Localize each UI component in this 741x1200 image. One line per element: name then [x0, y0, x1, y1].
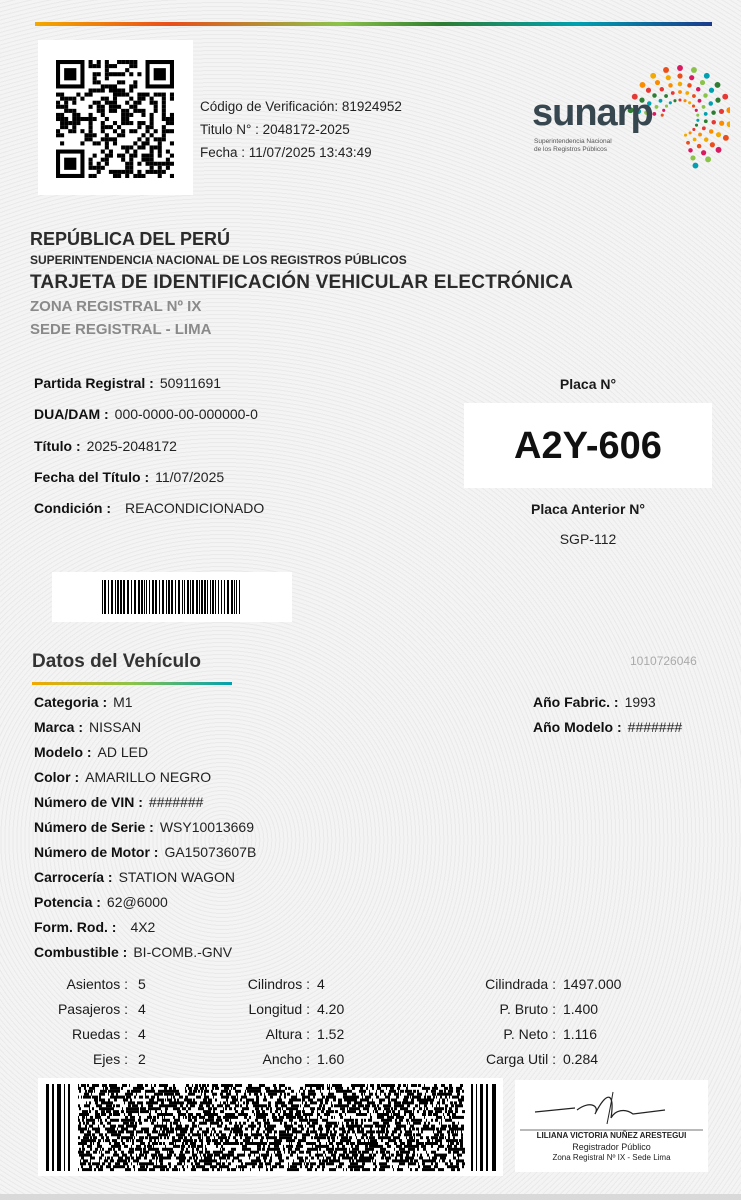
plate-label: Placa N°	[559, 376, 617, 392]
combustible-field: Combustible : BI-COMB.-GNV	[34, 944, 233, 960]
pasajeros-value: 4	[138, 1001, 146, 1017]
asientos-label: Asientos :	[66, 976, 128, 992]
anio-fabric-field: Año Fabric. : 1993	[533, 694, 656, 710]
ruedas-value: 4	[138, 1026, 146, 1042]
title-number: Titulo N° : 2048172-2025	[200, 122, 350, 137]
asientos-value: 5	[138, 976, 146, 992]
altura-label: Altura :	[265, 1026, 310, 1042]
ancho-value: 1.60	[317, 1051, 345, 1067]
cilindros-label: Cilindros :	[247, 976, 310, 992]
motor-field: Número de Motor : GA15073607B	[34, 844, 257, 860]
longitud-value: 4.20	[317, 1001, 345, 1017]
plate-number: A2Y-606	[514, 425, 662, 467]
logo-sub-line1: Superintendencia Nacional	[534, 138, 612, 145]
pdf417-barcode	[38, 1078, 503, 1176]
ejes-value: 2	[138, 1051, 146, 1067]
logo-word: sunarp	[532, 92, 653, 134]
barcode-icon	[52, 572, 292, 622]
sede-registral: SEDE REGISTRAL - LIMA	[30, 321, 212, 338]
vin-field: Número de VIN : #######	[34, 794, 204, 810]
cilindrada-label: Cilindrada :	[485, 976, 556, 992]
carroceria-field: Carrocería : STATION WAGON	[34, 869, 235, 885]
section-underline	[32, 682, 232, 685]
section-title: Datos del Vehículo	[32, 651, 201, 672]
logo-sub-line2: de los Registros Públicos	[534, 146, 607, 153]
previous-plate-value: SGP-112	[559, 531, 617, 547]
logo-subtitle	[534, 138, 612, 154]
potencia-field: Potencia : 62@6000	[34, 894, 168, 910]
previous-plate-label: Placa Anterior N°	[530, 501, 645, 517]
agency-heading: SUPERINTENDENCIA NACIONAL DE LOS REGISTROS PÚBLICOS	[30, 253, 407, 267]
marca-field: Marca : NISSAN	[34, 719, 142, 735]
card-title: TARJETA DE IDENTIFICACIÓN VEHICULAR ELECTRÓNICA	[30, 272, 574, 293]
condicion-field: Condición : REACONDICIONADO	[34, 500, 265, 516]
carga-label: Carga Util :	[485, 1051, 556, 1067]
signer-role: Registrador Público	[572, 1142, 651, 1152]
pasajeros-label: Pasajeros :	[57, 1001, 128, 1017]
pneto-label: P. Neto :	[503, 1026, 556, 1042]
dua-field: DUA/DAM : 000-0000-00-000000-0	[34, 406, 258, 422]
zona-registral: ZONA REGISTRAL Nº IX	[30, 298, 202, 315]
pneto-value: 1.116	[563, 1026, 597, 1042]
color-field: Color : AMARILLO NEGRO	[34, 769, 212, 785]
republic-heading: REPÚBLICA DEL PERÚ	[30, 229, 231, 249]
serie-field: Número de Serie : WSY10013669	[34, 819, 255, 835]
signer-zone: Zona Registral Nº IX - Sede Lima	[552, 1153, 671, 1162]
ejes-label: Ejes :	[92, 1051, 128, 1067]
plate-box	[464, 403, 712, 488]
longitud-label: Longitud :	[248, 1001, 310, 1017]
partida-field: Partida Registral : 50911691	[34, 375, 222, 391]
titulo-field: Título : 2025-2048172	[34, 438, 177, 454]
pbruto-label: P. Bruto :	[499, 1001, 556, 1017]
cilindrada-value: 1497.000	[563, 976, 622, 992]
ruedas-label: Ruedas :	[71, 1026, 128, 1042]
carga-value: 0.284	[563, 1051, 599, 1067]
qr-code-icon	[56, 60, 174, 178]
card-serial: 1010726046	[630, 654, 697, 668]
signature-panel	[515, 1080, 708, 1172]
altura-value: 1.52	[317, 1026, 345, 1042]
formrod-field: Form. Rod. : 4X2	[34, 919, 156, 935]
anio-modelo-field: Año Modelo : #######	[533, 719, 683, 735]
verification-code: Código de Verificación: 81924952	[200, 99, 402, 114]
barcode-small	[52, 572, 292, 622]
cilindros-value: 4	[317, 976, 325, 992]
sunarp-logo	[530, 60, 730, 170]
issue-date: Fecha : 11/07/2025 13:43:49	[200, 145, 372, 160]
signer-name: LILIANA VICTORIA NUÑEZ ARESTEGUI	[536, 1131, 687, 1140]
bottom-edge	[0, 1194, 741, 1200]
barcode-2d-icon	[38, 1078, 503, 1176]
modelo-field: Modelo : AD LED	[34, 744, 149, 760]
ancho-label: Ancho :	[262, 1051, 310, 1067]
color-bar	[35, 22, 712, 26]
fecha-titulo-field: Fecha del Título : 11/07/2025	[34, 469, 225, 485]
categoria-field: Categoria : M1	[34, 694, 133, 710]
qr-code-panel	[38, 40, 193, 195]
pbruto-value: 1.400	[563, 1001, 599, 1017]
